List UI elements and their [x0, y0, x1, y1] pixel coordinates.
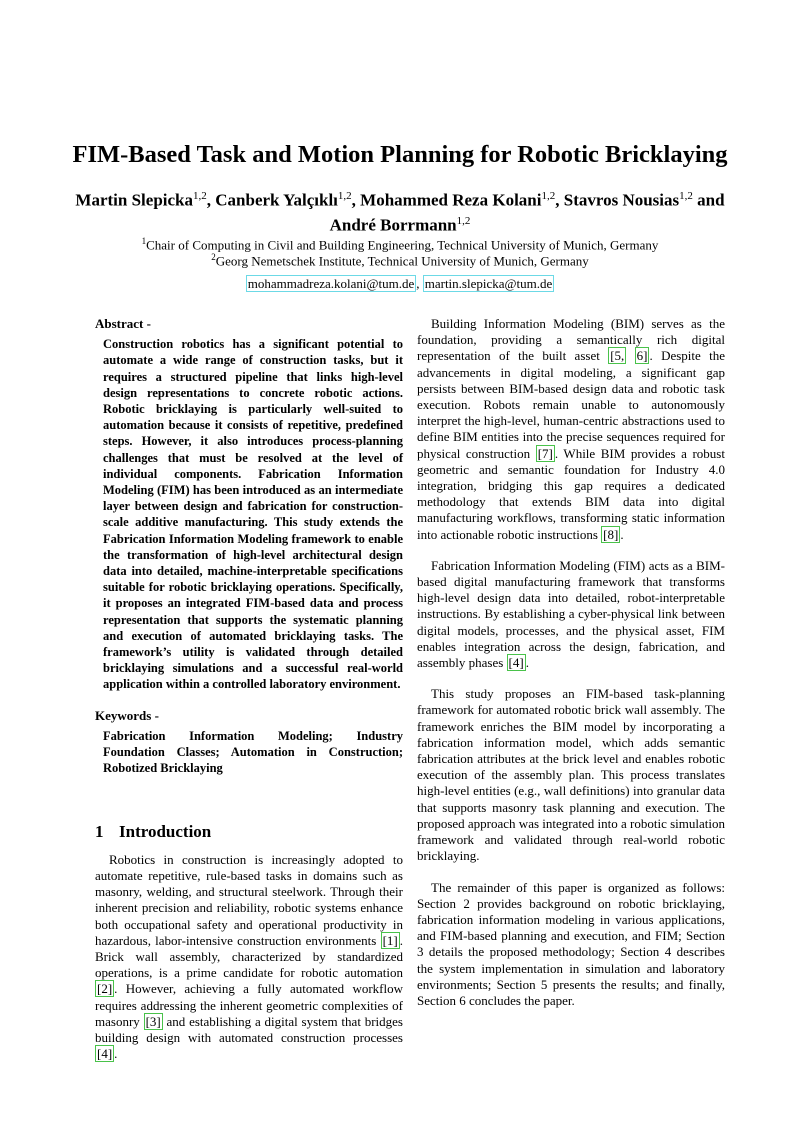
affiliation-text: Chair of Computing in Civil and Building Engineering, Technical University of Munich, Germany	[146, 237, 659, 253]
section-number: 1	[95, 822, 104, 842]
left-column	[95, 316, 403, 1062]
author-name: André Borrmann	[329, 215, 457, 235]
body-paragraph: The remainder of this paper is organized as follows: Section 2 provides background on robotic bricklaying, fabrication information modeling in various applications, and FIM-based planning and execution, and FIM; Section 3 details the proposed methodology; Section 4 describes the system implementation in simulation and laboratory environments; Section 5 presents the results; and finally, Section 6 concludes the paper.	[417, 879, 725, 1008]
citation-link[interactable]: 6]	[636, 348, 648, 364]
text-run: Building Information Modeling (BIM) serves as the foundation, providing a semantically rich digital representation of the built asset	[417, 316, 725, 364]
author-name: Martin Slepicka	[75, 190, 194, 210]
paper-title: FIM-Based Task and Motion Planning for Robotic Bricklaying	[72, 141, 728, 168]
author-affiliation-mark: 1,2	[337, 190, 352, 202]
text-run: .	[525, 655, 529, 671]
author-name: Canberk Yalçıklı	[215, 190, 338, 210]
text-run: . However, achieving a fully automated workflow requires addressing the inherent geometric complexities of masonry	[95, 981, 403, 1029]
text-run: Fabrication Information Modeling (FIM) acts as a BIM-based digital manufacturing framework that transforms high-level design data into detailed, robot-interpretable instructions. By establishing a cyber-physical link between digital models, processes, and the physical asset, FIM enables integration across the design, fabrication, and assembly phases	[417, 557, 725, 671]
affiliation-mark: 1	[141, 236, 147, 246]
body-paragraph	[417, 558, 725, 671]
author-affiliation-mark: 1,2	[456, 214, 471, 227]
email-link[interactable]: martin.slepicka@tum.de	[424, 276, 553, 291]
text-run: .	[620, 526, 624, 542]
author-affiliation-mark: 1,2	[193, 190, 207, 202]
author-conjunction: and	[697, 190, 725, 210]
author-name: Mohammed Reza Kolani	[360, 190, 542, 210]
intro-paragraph	[95, 852, 403, 1063]
author-affiliation-mark: 1,2	[541, 190, 556, 202]
citation-link[interactable]: [4]	[97, 1046, 113, 1062]
text-run: Robotics in construction is increasingly adopted to automate repetitive, rule-based tasks in domains such as masonry, welding, and structural steelwork. Through their inherent precision and reliability, robotic systems enhance both occupational safety and operational productivity in hazardous, labor-intensive construction environments	[95, 851, 403, 948]
citation-link[interactable]: [4]	[508, 655, 524, 671]
text-run: . Brick wall assembly, characterized by standardized operations, is a prime candidate for robotic automation	[95, 932, 403, 981]
section-title-text: Introduction	[119, 822, 212, 842]
citation-link[interactable]: [5,	[610, 348, 625, 364]
citation-link[interactable]: [8]	[603, 526, 619, 542]
citation-link[interactable]: [3]	[145, 1013, 161, 1029]
email-link[interactable]: mohammadreza.kolani@tum.de	[247, 276, 415, 291]
affiliation-text: Georg Nemetschek Institute, Technical University of Munich, Germany	[215, 253, 589, 269]
keywords-heading: Keywords -	[95, 707, 159, 723]
section-heading	[95, 824, 403, 840]
citation-link[interactable]: [2]	[97, 981, 113, 997]
affiliation-line	[0, 252, 800, 269]
keywords-text: Fabrication Information Modeling; Industry Foundation Classes; Automation in Construction; Robotized Bricklaying	[103, 728, 403, 776]
affiliation-line	[0, 236, 800, 253]
affiliation-mark: 2	[211, 252, 216, 262]
text-run: . Despite the advancements in digital modeling, a significant gap persists between BIM-based design data and robotic task execution. Robots remain unable to autonomously interpret the high-level, human-centric abstractions used to define BIM entities into the precise sequences required for physical construction	[417, 348, 726, 461]
author-list: Martin Slepicka$^{1,2}$, Canberk Yalçıklı$^{1,2}$, Mohammed Reza Kolani$^{1,2}$, Stavros Nousias$^{1,2}$ and André Borrmann$^{1,2}$	[75, 190, 725, 235]
text-run: . While BIM provides a robust geometric and semantic foundation for Industry 4.0 integration, bridging this gap requires a dedicated methodology that extends BIM data into digital manufacturing workflows, transforming static information into actionable robotic instructions	[417, 445, 725, 542]
citation-link[interactable]: [1]	[382, 932, 398, 948]
author-name: Stavros Nousias	[563, 190, 680, 210]
abstract-heading: Abstract -	[95, 316, 151, 331]
email-line: mohammadreza.kolani@tum.de , martin.slepicka@tum.de	[247, 276, 553, 291]
text-run: and establishing a digital system that bridges building design with automated construction processes	[95, 1013, 403, 1045]
citation-link[interactable]: [7]	[537, 445, 553, 461]
body-paragraph: This study proposes an FIM-based task-planning framework for automated robotic brick wall assembly. The framework enriches the BIM model by incorporating a fabrication information model, which adds semantic fabrication attributes at the brick level and enables robotic execution of the assembly plan. This process translates high-level entities (e.g., wall definitions) into granular data that supports masonry task planning and execution. The proposed approach was integrated into a robotic simulation framework and validated through real-world robotic bricklaying.	[417, 686, 725, 864]
text-run: .	[114, 1046, 118, 1062]
right-column	[417, 316, 725, 1009]
abstract-text: Construction robotics has a significant potential to automate a wide range of construction tasks, but it requires a structured pipeline that links high-level design representations to concrete robotic actions. Robotic bricklaying is particularly well-suited to automation because it consists of repetitive, predefined steps. However, it also introduces process-planning challenges that must be resolved at the level of individual components. Fabrication Information Modeling (FIM) has been introduced as an intermediate layer between design and fabrication for construction-scale additive manufacturing. This study extends the Fabrication Information Modeling framework to enable the transformation of high-level architectural design data into detailed, machine-interpretable specifications suitable for robotic bricklaying operations. Specifically, it proposes an integrated FIM-based data and process representation that supports the systematic planning and execution of automated bricklaying tasks. The framework’s utility is validated through detailed bricklaying simulations and a successful real-world application within a controlled laboratory environment.	[103, 337, 403, 692]
body-paragraph	[417, 316, 725, 543]
author-affiliation-mark: 1,2	[679, 190, 693, 202]
